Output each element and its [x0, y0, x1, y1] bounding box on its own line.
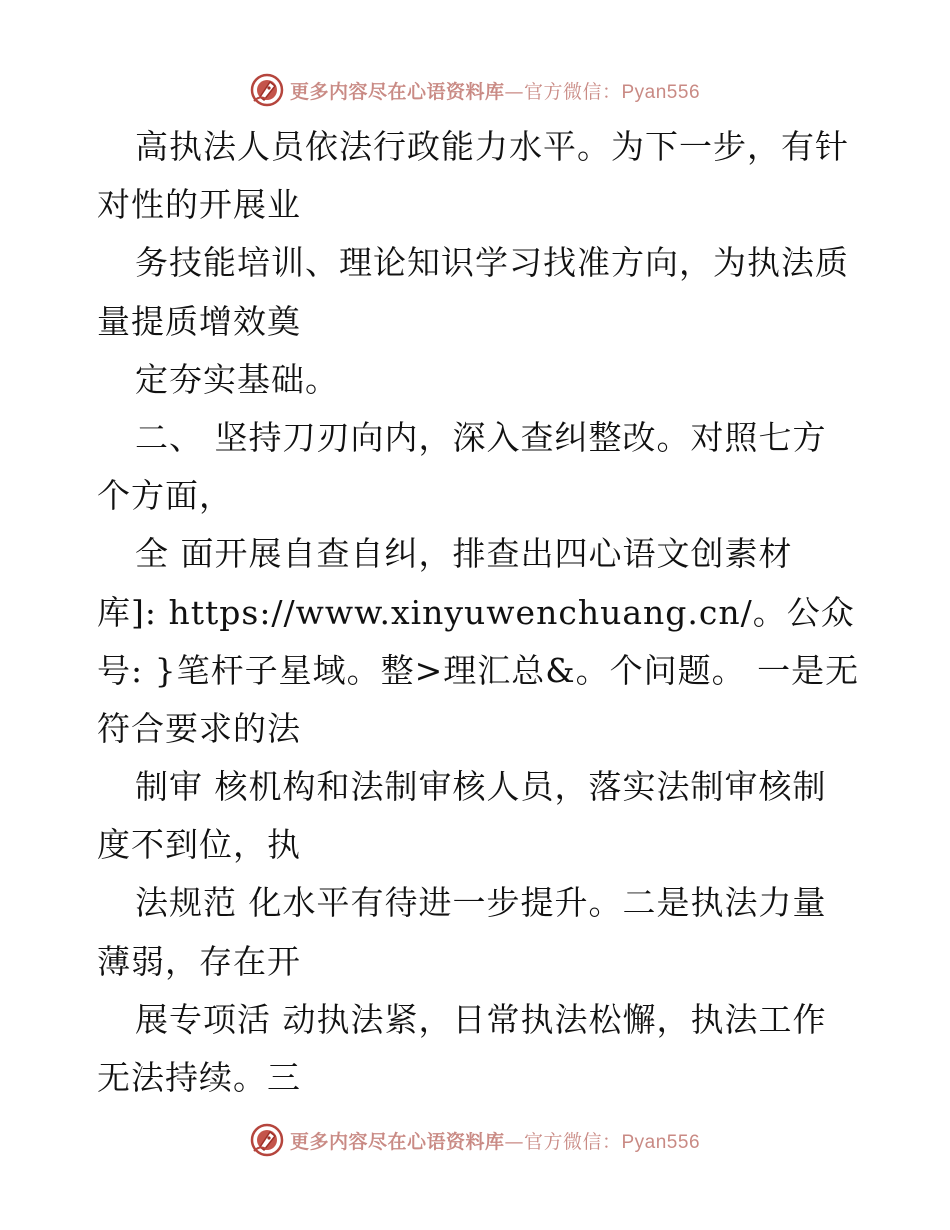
banner-wechat-label: 官方微信：: [523, 80, 622, 103]
banner-text: [290, 77, 700, 104]
text-line: 对性的开展业: [97, 185, 301, 225]
text-line: 库]: https://www.xinyuwenchuang.cn/。公众: [97, 592, 855, 632]
banner-inner: [250, 1123, 700, 1157]
pen-nib-logo-icon: [250, 1123, 284, 1157]
text-line: 无法持续。三: [97, 1058, 301, 1097]
footer-banner: [0, 1120, 950, 1160]
text-line: 制审 核机构和法制审核人员，落实法制审核制: [135, 767, 827, 807]
text-line: 符合要求的法: [97, 708, 301, 748]
banner-wechat-label: 官方微信：: [523, 1130, 622, 1153]
text-line: 高执法人员依法行政能力水平。为下一步，有针: [135, 127, 849, 166]
header-banner: [0, 70, 950, 110]
text-line: 务技能培训、理论知识学习找准方向，为执法质: [135, 243, 849, 283]
text-line: 度不到位，执: [97, 825, 301, 865]
banner-site-text: 更多内容尽在心语资料库: [289, 1130, 505, 1153]
text-line: 量提质增效奠: [97, 301, 301, 341]
banner-text: [290, 1127, 700, 1154]
pen-nib-logo-icon: [250, 73, 284, 107]
text-line: 法规范 化水平有待进一步提升。二是执法力量: [135, 883, 827, 923]
text-line: 号: }笔杆子星域。整>理汇总&。个问题。 一是无: [97, 650, 860, 690]
banner-dash: —: [504, 1130, 524, 1153]
banner-wechat-id: Pyan556: [621, 81, 701, 103]
banner-site-text: 更多内容尽在心语资料库: [289, 80, 505, 103]
banner-inner: [250, 73, 700, 107]
document-body: [97, 118, 860, 1107]
text-line: 二、 坚持刀刃向内，深入查纠整改。对照七方: [135, 417, 827, 457]
text-line: 定夯实基础。: [135, 359, 339, 399]
text-line: 薄弱，存在开: [97, 941, 301, 981]
text-line: 展专项活 动执法紧，日常执法松懈，执法工作: [135, 999, 827, 1039]
banner-wechat-id: Pyan556: [621, 1131, 701, 1153]
banner-dash: —: [504, 80, 524, 103]
text-line: 全 面开展自查自纠，排查出四心语文创素材: [135, 534, 793, 574]
text-line: 个方面，: [97, 476, 233, 516]
